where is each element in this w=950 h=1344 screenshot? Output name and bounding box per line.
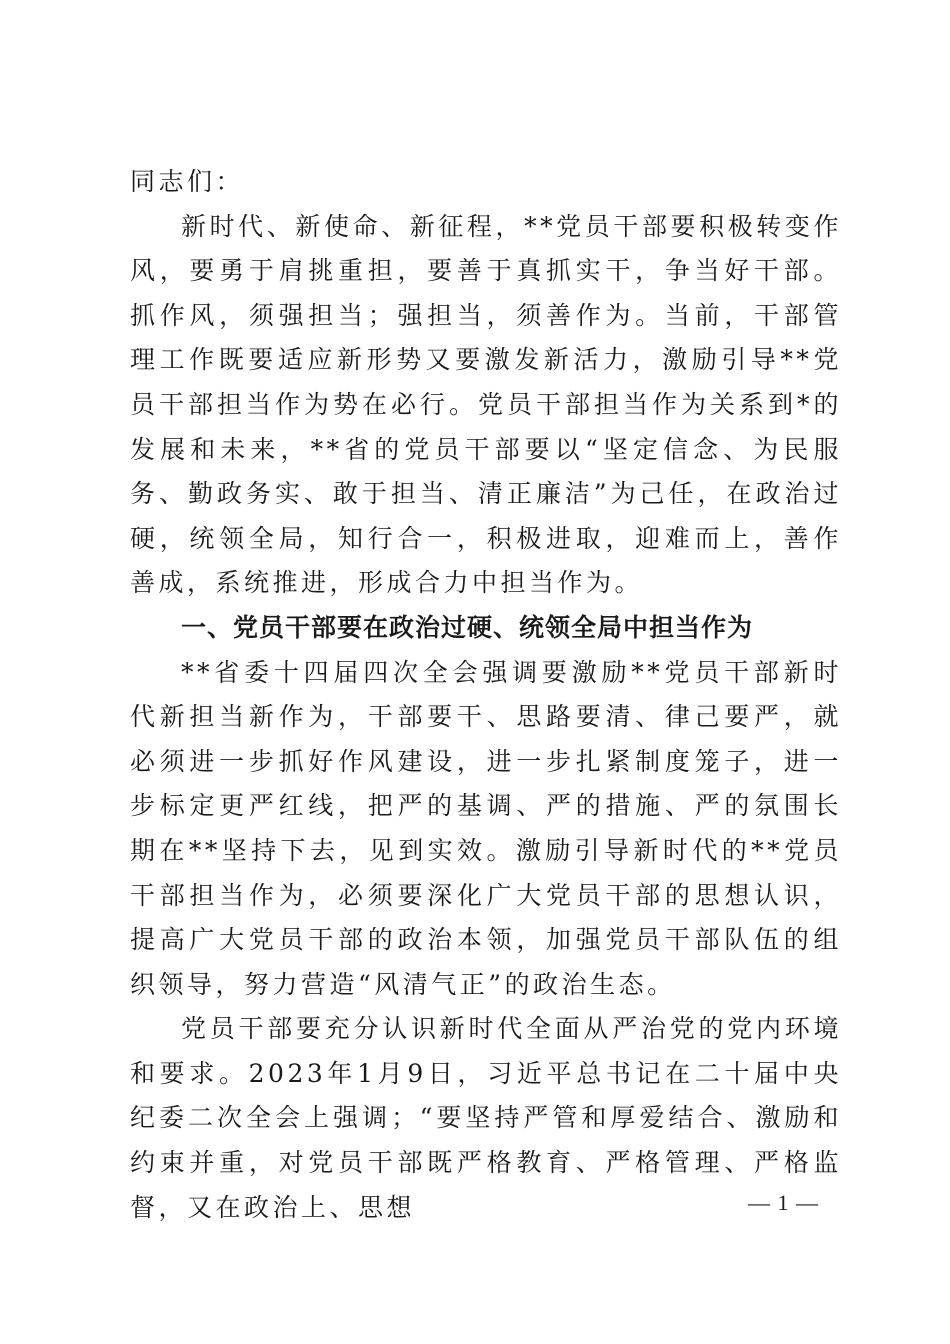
intro-paragraph: 新时代、新使命、新征程，**党员干部要积极转变作风，要勇于肩挑重担，要善于真抓实干，争当好干部。抓作风，须强担当；强担当，须善作为。当前，干部管理工作既要适应新形势又要激发新活力，激励引导**党员干部担当作为势在必行。党员干部担当作为关系到*的发展和未来，**省的党员干部要以“坚定信念、为民服务、勤政务实、敢于担当、清正廉洁”为己任，在政治过硬，统领全局，知行合一，积极进取，迎难而上，善作善成，系统推进，形成合力中担当作为。 (130, 211, 842, 598)
salutation: 同志们： (130, 167, 245, 196)
page-number: — 1 — (748, 1190, 819, 1215)
section-paragraph-1: **省委十四届四次全会强调要激励**党员干部新时代新担当新作为，干部要干、思路要清、律己要严，就必须进一步抓好作风建设，进一步扎紧制度笼子，进一步标定更严红线，把严的基调、严的措施、严的氛围长期在**坚持下去，见到实效。激励引导新时代的**党员干部担当作为，必须要深化广大党员干部的思想认识，提高广大党员干部的政治本领，加强党员干部队伍的组织领导，努力营造“风清气正”的政治生态。 (130, 657, 842, 999)
section-heading: 一、党员干部要在政治过硬、统领全局中担当作为 (181, 612, 754, 642)
document-body (130, 160, 842, 1230)
section-paragraph-2: 党员干部要充分认识新时代全面从严治党的党内环境和要求。2023年1月9日，习近平总书记在二十届中央纪委二次全会上强调；“要坚持严管和厚爱结合、激励和约束并重，对党员干部既严格教育、严格管理、严格监督，又在政治上、思想 (130, 1014, 842, 1222)
